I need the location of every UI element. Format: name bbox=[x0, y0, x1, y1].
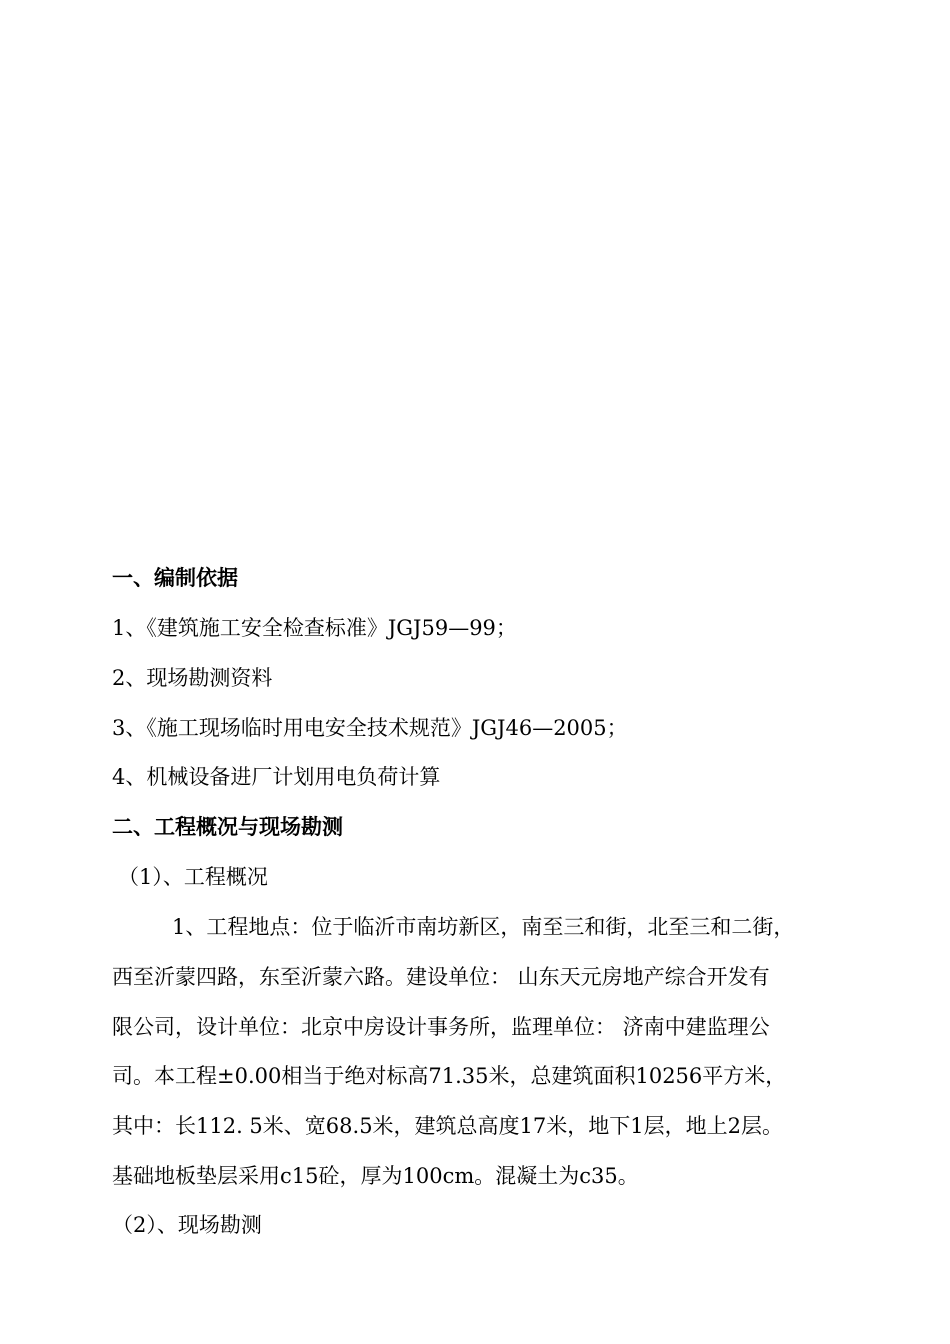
subheading-project-overview: （1）、工程概况 bbox=[118, 865, 268, 889]
basis-item-4: 4、机械设备进厂计划用电负荷计算 bbox=[112, 765, 441, 789]
paragraph-line-6: 基础地板垫层采用c15砼，厚为100cm。混凝土为c35。 bbox=[112, 1164, 639, 1188]
paragraph-line-5: 其中：长112. 5米、宽68.5米，建筑总高度17米，地下1层，地上2层。 bbox=[112, 1114, 783, 1138]
paragraph-line-3: 限公司，设计单位：北京中房设计事务所，监理单位： 济南中建监理公 bbox=[112, 1015, 770, 1039]
basis-item-1: 1、《建筑施工安全检查标准》JGJ59—99； bbox=[112, 616, 517, 640]
paragraph-line-2: 西至沂蒙四路，东至沂蒙六路。建设单位： 山东天元房地产综合开发有 bbox=[112, 965, 770, 989]
section-heading-overview: 二、工程概况与现场勘测 bbox=[112, 815, 343, 839]
basis-item-3: 3、《施工现场临时用电安全技术规范》JGJ46—2005； bbox=[112, 716, 628, 740]
section-heading-basis: 一、编制依据 bbox=[112, 566, 238, 590]
paragraph-line-1: 1、工程地点：位于临沂市南坊新区，南至三和街，北至三和二街， bbox=[172, 915, 795, 939]
subheading-site-survey: （2）、现场勘测 bbox=[112, 1213, 262, 1237]
basis-item-2: 2、现场勘测资料 bbox=[112, 666, 273, 690]
paragraph-line-4: 司。本工程±0.00相当于绝对标高71.35米，总建筑面积10256平方米， bbox=[112, 1064, 787, 1088]
